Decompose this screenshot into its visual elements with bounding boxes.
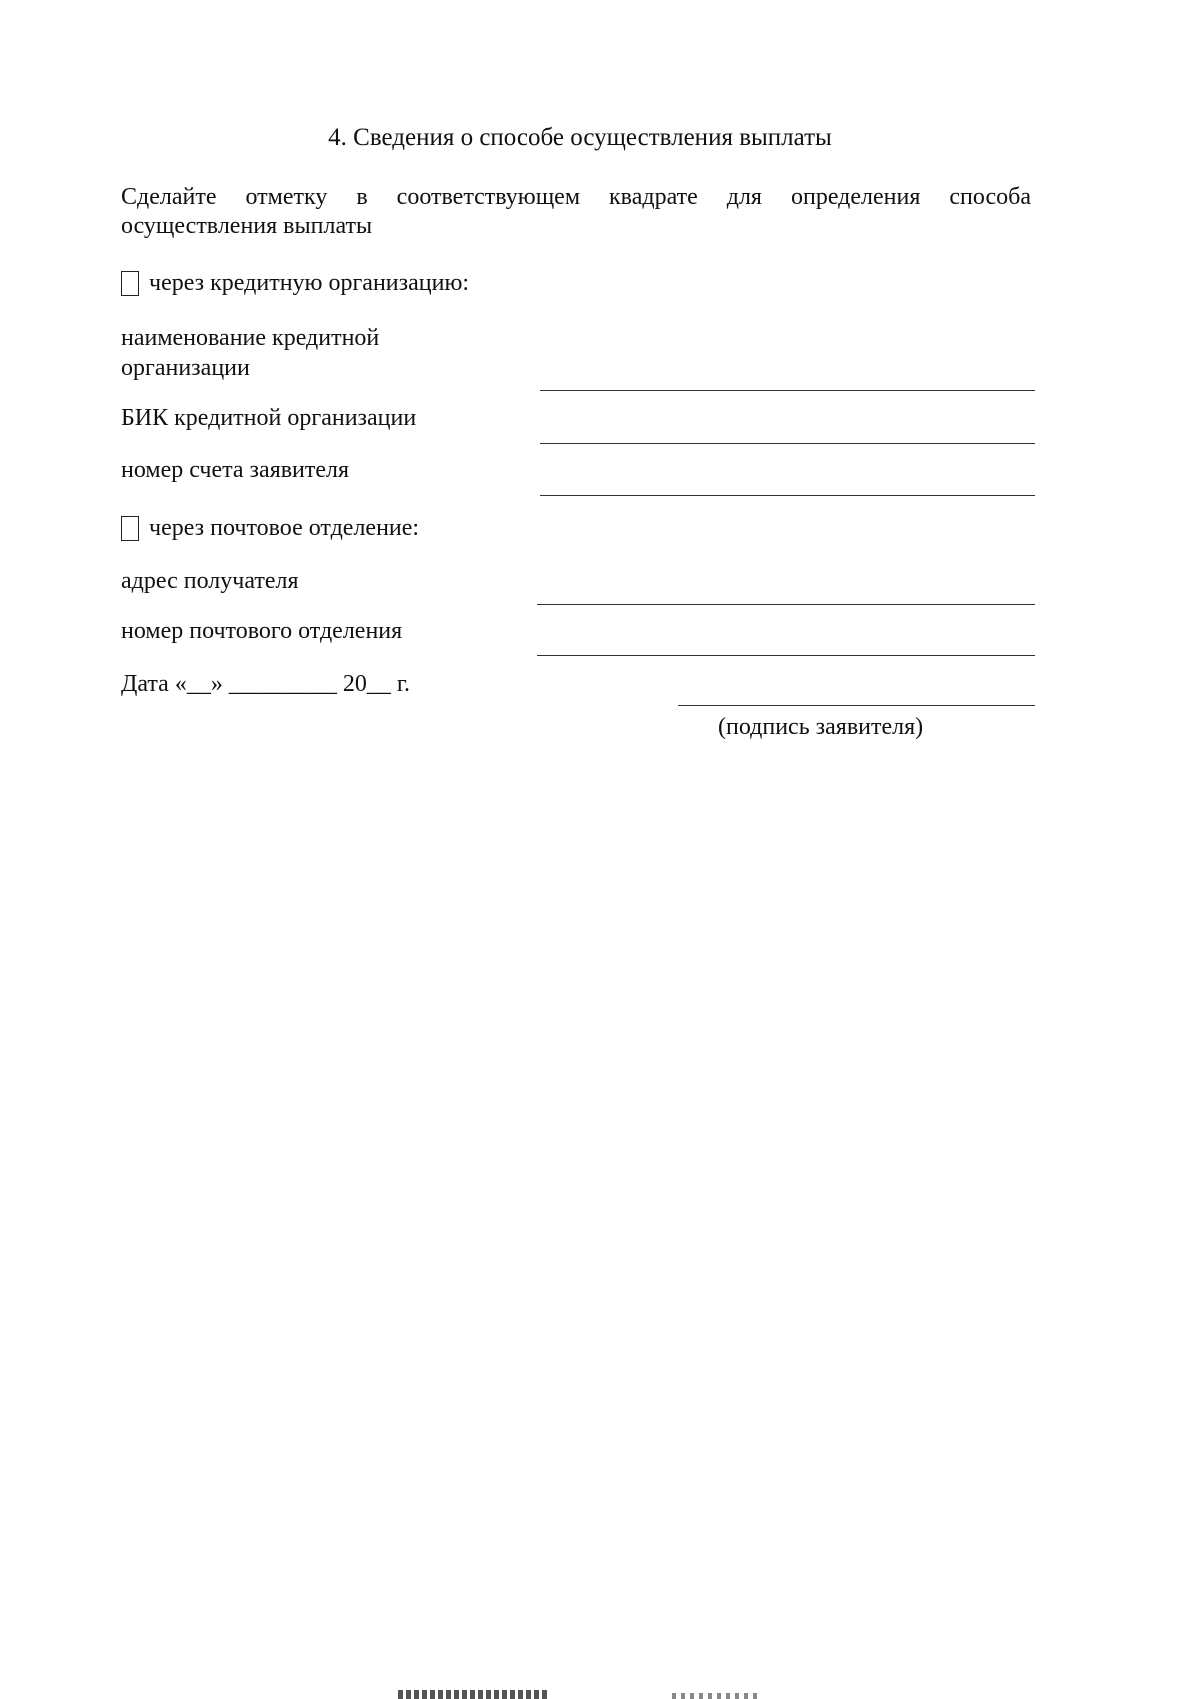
bank-checkbox[interactable]	[121, 271, 139, 296]
account-label: номер счета заявителя	[121, 457, 350, 483]
instruction-text	[121, 183, 1031, 241]
bank-name-label: наименование кредитной организации	[121, 325, 380, 381]
address-input-line[interactable]	[537, 604, 1035, 605]
option-post[interactable]	[121, 513, 419, 543]
bik-label: БИК кредитной организации	[121, 405, 417, 431]
signature-line[interactable]	[678, 705, 1035, 706]
footer-scan-artifact-2	[672, 1693, 760, 1699]
option-bank[interactable]	[121, 268, 469, 298]
post-checkbox[interactable]	[121, 516, 139, 541]
footer-scan-artifact	[398, 1690, 550, 1699]
signature-caption: (подпись заявителя)	[718, 714, 924, 740]
bank-name-input-line[interactable]	[540, 390, 1035, 391]
section-title: 4. Сведения о способе осуществления выплаты	[328, 124, 832, 151]
bik-input-line[interactable]	[540, 443, 1035, 444]
post-office-label: номер почтового отделения	[121, 618, 403, 644]
date-line: Дата «__» _________ 20__ г.	[121, 671, 410, 697]
post-office-input-line[interactable]	[537, 655, 1035, 656]
account-input-line[interactable]	[540, 495, 1035, 496]
instruction-line-1: Сделайте отметку в соответствующем квадрате для определения способа	[121, 184, 1031, 210]
instruction-line-2: осуществления выплаты	[121, 213, 373, 239]
address-label: адрес получателя	[121, 568, 299, 594]
option-bank-label: через кредитную организацию:	[149, 270, 470, 296]
option-post-label: через почтовое отделение:	[149, 515, 420, 541]
